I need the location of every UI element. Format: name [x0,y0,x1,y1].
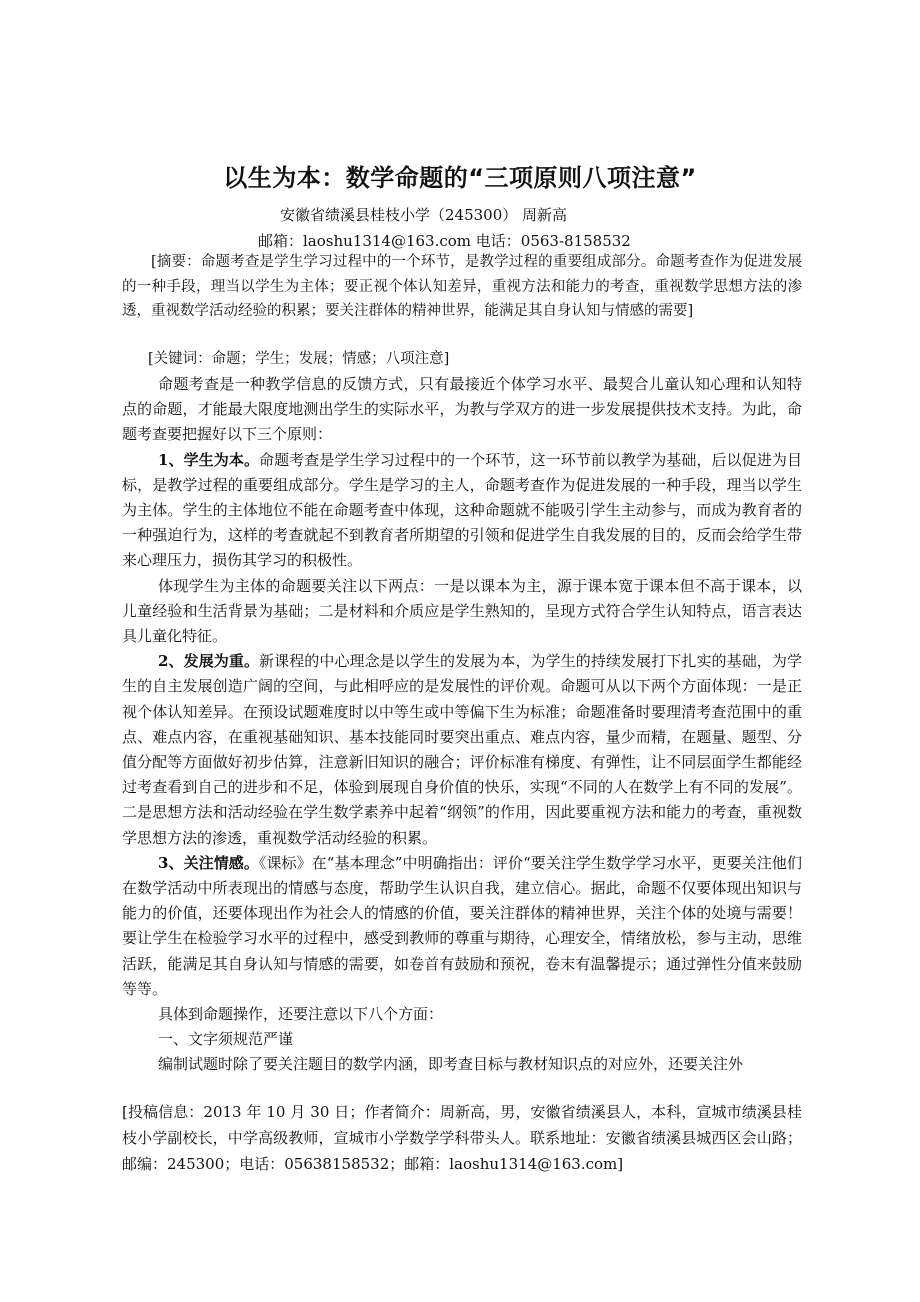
principle-1-heading: 1、学生为本。 [158,450,260,469]
principle-3-heading: 3、关注情感。 [158,853,259,872]
article-title: 以生为本：数学命题的“三项原则八项注意” [223,164,697,192]
article-body [122,372,802,1078]
principle-1-paragraph [122,448,802,574]
transition-paragraph: 具体到命题操作，还要注意以下八个方面： [158,1005,444,1024]
intro-paragraph: 命题考查是一种教学信息的反馈方式，只有最接近个体学习水平、最契合儿童认知心理和认知特点的命题，才能最大限度地测出学生的实际水平，为教与学双方的进一步发展提供技术支持。为此，命题考查要把握好以下三个原则： [122,375,802,444]
principle-3-text: 《课标》在“基本理念”中明确指出：评价“要关注学生数学学习水平，更要关注他们在数学活动中所表现出的情感与态度，帮助学生认识自我，建立信心。据此，命题不仅要体现出知识与能力的价值，还要体现出作为社会人的情感的价值，要关注群体的精神世界，关注个体的处境与需要！要让学生在检验学习水平的过程中，感受到教师的尊重与期待，心理安全，情绪放松，参与主动，思维活跃，能满足其自身认知与情感的需要，如卷首有鼓励和预祝，卷末有温馨提示；通过弹性分值来鼓励等等。 [122,853,802,998]
principle-2-paragraph [122,649,802,851]
principle-1-followup-paragraph: 体现学生为主体的命题要关注以下两点：一是以课本为主，源于课本宽于课本但不高于课本，以儿童经验和生活背景为基础；二是材料和介质应是学生熟知的，呈现方式符合学生认知特点，语言表达具儿童化特征。 [122,576,802,646]
author-line: 安徽省绩溪县桂枝小学（245300） 周新高 [280,206,568,224]
section-1-paragraph: 编制试题时除了要关注题目的数学内涵，即考查目标与教材知识点的对应外，还要关注外 [158,1055,744,1074]
principle-1-text: 命题考查是学生学习过程中的一个环节，这一环节前以教学为基础，后以促进为目标，是教学过程的重要组成部分。学生是学习的主人，命题考查作为促进发展的一种手段，理当以学生为主体。学生的主体地位不能在命题考查中体现，这种命题就不能吸引学生主动参与，而成为教育者的一种强迫行为，这样的考查就起不到教育者所期望的引领和促进学生自我发展的目的，反而会给学生带来心理压力，损伤其学习的积极性。 [122,450,802,570]
contact-line: 邮箱：laoshu1314@163.com 电话：0563-8158532 [258,232,631,250]
section-1-heading: 一、文字须规范严谨 [158,1030,294,1049]
principle-2-text: 新课程的中心理念是以学生的发展为本，为学生的持续发展打下扎实的基础，为学生的自主发展创造广阔的空间，与此相呼应的是发展性的评价观。命题可从以下两个方面体现：一是正视个体认知差异。在预设试题难度时以中等生或中等偏下生为标准；命题准备时要理清考查范围中的重点、难点内容，在重视基础知识、基本技能同时要突出重点、难点内容，量少而精，在题量、题型、分值分配等方面做好初步估算，注意新旧知识的融合；评价标准有梯度、有弹性，让不同层面学生都能经过考查看到自己的进步和不足，体验到展现自身价值的快乐，实现“不同的人在数学上有不同的发展”。二是思想方法和活动经验在学生数学素养中起着“纲领”的作用，因此要重视方法和能力的考查，重视数学思想方法的渗透，重视数学活动经验的积累。 [122,652,802,847]
submission-footnote: [投稿信息：2013 年 10 月 30 日；作者简介：周新高，男，安徽省绩溪县人，本科，宣城市绩溪县桂枝小学副校长，中学高级教师，宣城市小学数学学科带头人。联系地址：安徽省绩溪县城西区会山路；邮编：245300；电话：05638158532；邮箱：laoshu1314@163.com] [122,1103,802,1173]
abstract: [摘要：命题考查是学生学习过程中的一个环节，是教学过程的重要组成部分。命题考查作为促进发展的一种手段，理当以学生为主体；要正视个体认知差异，重视方法和能力的考查，重视数学思想方法的渗透，重视数学活动经验的积累；要关注群体的精神世界，能满足其自身认知与情感的需要] [122,254,802,319]
keywords: [关键词：命题；学生；发展；情感；八项注意] [148,351,450,367]
principle-2-heading: 2、发展为重。 [158,652,260,671]
principle-3-paragraph [122,851,802,1002]
